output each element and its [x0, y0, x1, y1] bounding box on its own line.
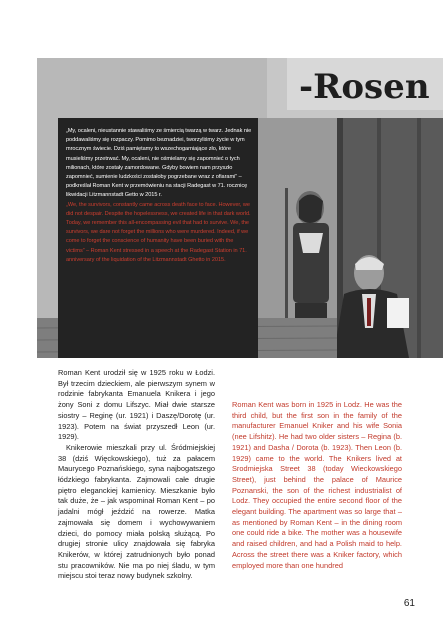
sign-text: -Rosen [299, 67, 430, 107]
body-polish-paragraph: Roman Kent urodził się w 1925 roku w Łodzi. Był trzecim dzieckiem, ale pierwszym synem w rodzinie fabrykanta Emanuela Knikera i jego żony Soni z domu Lifszyc. Miał dwie starsze siostry – Reginę (ur. 1921) i Daszę/Dorotę (ur. 1923). Potem na świat przyszedł Leon (ur. 1929). [58, 368, 215, 442]
caption-polish: „My, ocaleni, nieustannie stawaliśmy ze śmiercią twarzą w twarz. Jednak nie poddawaliśmy się rozpaczy. Pomimo beznadziei, tworzyliśmy życie w tym mrocznym świecie. Dziś pamiętamy to wszechogarniające zło, które musieliśmy przetrwać. My, ocaleni, nie ośmielamy się zapomnieć o tych milionach, które zostały zamordowane. Gdyby bowiem nam przyszło zapomnieć, sumienie ludzkości zostałoby pogrzebane wraz z ofiarami” – podkreślał Roman Kent w przemówieniu na stacji Radegast w 71. rocznicę likwidacji Litzmannstadt Getto w 2015 r. [66, 128, 252, 199]
body-english-paragraph: Roman Kent was born in 1925 in Lodz. He was the third child, but the first son in the family of the manufacturer Emanuel Kniker and his wife Sonia (nee Lifshitz). He had two older sisters – Regina (b. 1921) and Dasha / Dorota (b. 1923). Then Leon (b. 1929) came to the world. The Knikers lived at Srodmiejska Street 38 (today Wieckowskiego Street), just behind the palace of Maurice Poznanski, the son of the richest industrialist of Lodz. They occupied the entire second floor of the elegant building. The apartment was so large that – as mentioned by Roman Kent – in the dining room one could ride a bike. The mother was a housewife and raised children, and had a Polish maid to help. Across the street there was a Kniker factory, which employed more than one hundred [232, 400, 402, 570]
body-column-polish [58, 368, 215, 582]
quote-caption-box [58, 118, 258, 358]
body-column-english [232, 400, 402, 571]
body-polish-paragraph: Knikerowie mieszkali przy ul. Śródmiejskiej 38 (dziś Więckowskiego), tuż za pałacem Maurycego Poznańskiego, syna najbogatszego łódzkiego fabrykanta. Zajmowali całe drugie piętro eleganckiej kamienicy. Mieszkanie było tak duże, że – jak wspominał Roman Kent – po jadalni mógł jeździć na rowerze. Matka zajmowała się domem i wychowywaniem dzieci, do pomocy miała polską służącą. Po drugiej stronie ulicy znajdowała się fabryka Knikerów, w której zatrudnionych było ponad stu pracowników. Nie ma po niej śladu, w tym miejscu stoi teraz nowy budynek szkolny. [58, 442, 215, 581]
page-number: 61 [403, 598, 415, 609]
caption-english: „We, the survivors, constantly came across death face to face. However, we did not despair. Despite the hopelessness, we created life in that dark world. Today, we remember this all-encompassing evil that had to survive. We, the survivors, we dare not forget the millions who were murdered. Indeed, if we come to forget the conscience of humanity have been buried with the victims” – Roman Kent stressed in a speech at the Radegast Station in 71. anniversary of the liquidation of the Litzmannstadt Ghetto in 2015. [66, 201, 251, 263]
